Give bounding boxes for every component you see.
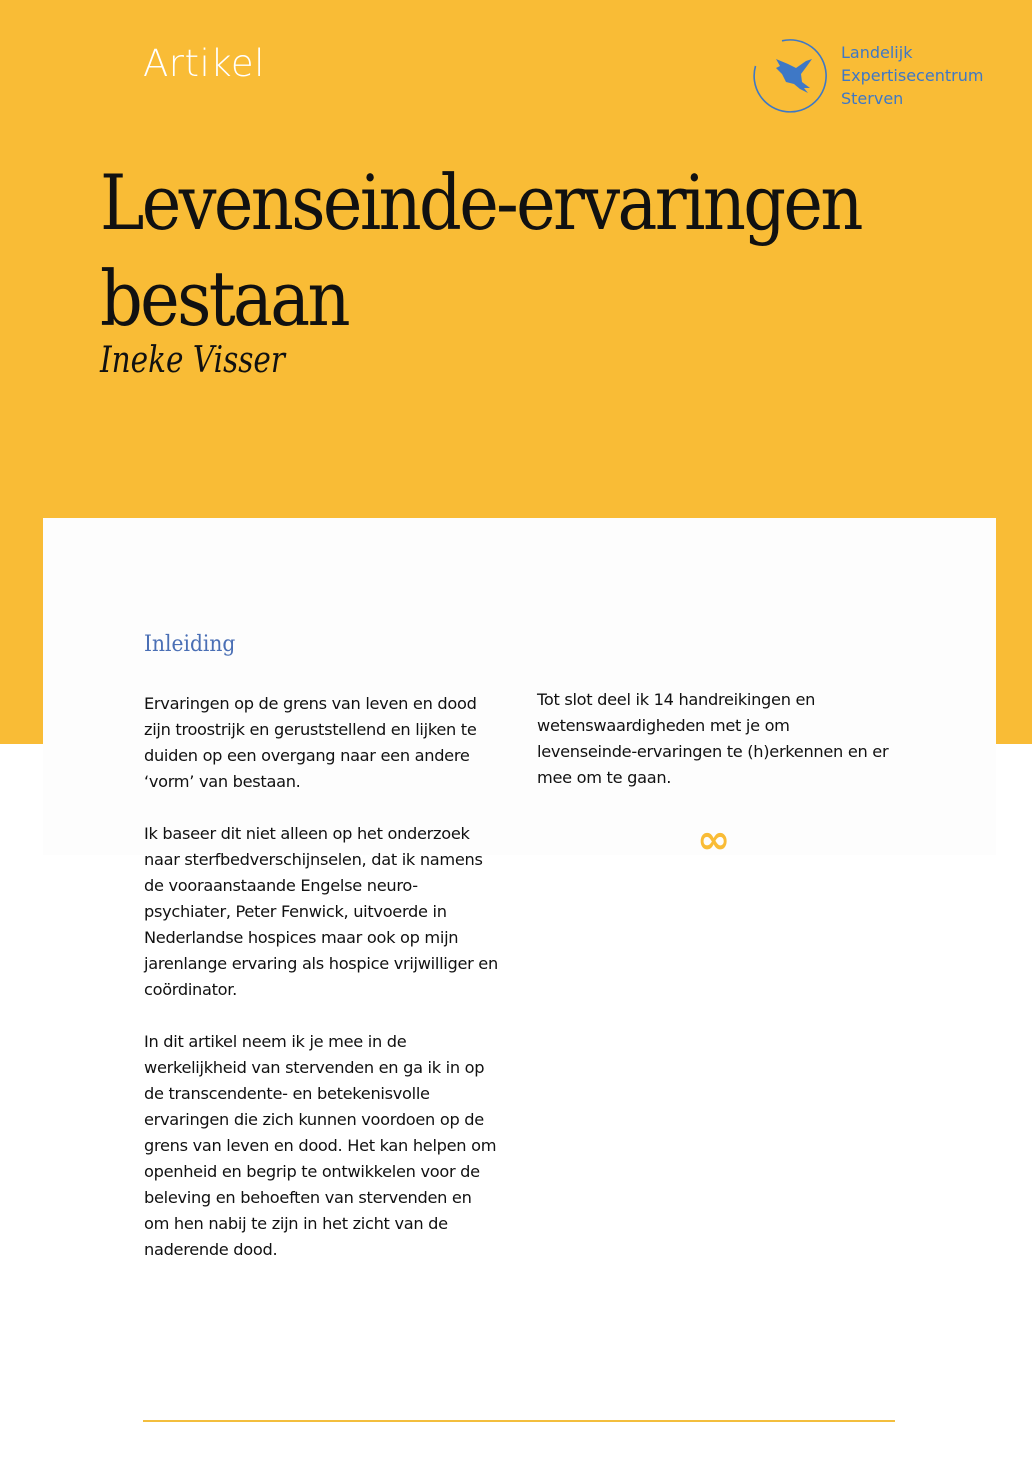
title-line: Levenseinde-ervaringen	[100, 158, 861, 247]
text-line: In dit artikel neem ik je mee in de	[144, 1032, 407, 1051]
text-line: jarenlange ervaring als hospice vrijwilliger en	[144, 954, 498, 973]
text-line: de transcendente- en betekenisvolle	[144, 1084, 430, 1103]
text-line: psychiater, Peter Fenwick, uitvoerde in	[144, 902, 447, 921]
text-line: ervaringen die zich kunnen voordoen op de	[144, 1110, 484, 1129]
logo-line: Sterven	[841, 89, 904, 108]
text-line: openheid en begrip te ontwikkelen voor de	[144, 1162, 480, 1181]
infinity-icon: ∞	[697, 817, 731, 863]
text-line: mee om te gaan.	[537, 768, 672, 787]
article-type-label: Artikel	[143, 42, 265, 85]
text-line: coördinator.	[144, 980, 237, 999]
right-column	[537, 687, 917, 817]
text-line: Tot slot deel ik 14 handreikingen en	[537, 690, 816, 709]
text-line: duiden op een overgang naar een andere	[144, 746, 470, 765]
text-line: naar sterfbedverschijnselen, dat ik namens	[144, 850, 483, 869]
text-line: grens van leven en dood. Het kan helpen om	[144, 1136, 497, 1155]
title-line: bestaan	[100, 254, 348, 343]
text-line: zijn troostrijk en geruststellend en lijken te	[144, 720, 477, 739]
text-line: ‘vorm’ van bestaan.	[144, 772, 301, 791]
author-name: Ineke Visser	[100, 340, 286, 381]
text-line: naderende dood.	[144, 1240, 278, 1259]
section-heading: Inleiding	[144, 632, 236, 657]
text-line: om hen nabij te zijn in het zicht van de	[144, 1214, 448, 1233]
text-line: Nederlandse hospices maar ook op mijn	[144, 928, 459, 947]
paragraph	[144, 821, 524, 1003]
footer-divider	[143, 1420, 895, 1422]
logo-line: Landelijk	[841, 43, 913, 62]
text-line: wetenswaardigheden met je om	[537, 716, 790, 735]
page-title	[100, 155, 980, 347]
text-line: beleving en behoeften van stervenden en	[144, 1188, 472, 1207]
organization-name	[841, 41, 983, 110]
text-line: werkelijkheid van stervenden en ga ik in op	[144, 1058, 485, 1077]
organization-logo	[752, 38, 1032, 114]
paragraph	[537, 687, 917, 791]
text-line: Ik baseer dit niet alleen op het onderzoek	[144, 824, 470, 843]
paragraph	[144, 1029, 524, 1263]
text-line: de vooraanstaande Engelse neuro-	[144, 876, 418, 895]
swallow-icon	[752, 38, 828, 114]
logo-line: Expertisecentrum	[841, 66, 984, 85]
text-line: Ervaringen op de grens van leven en dood	[144, 694, 477, 713]
paragraph	[144, 691, 524, 795]
text-line: levenseinde-ervaringen te (h)erkennen en er	[537, 742, 889, 761]
left-column	[144, 691, 524, 1289]
